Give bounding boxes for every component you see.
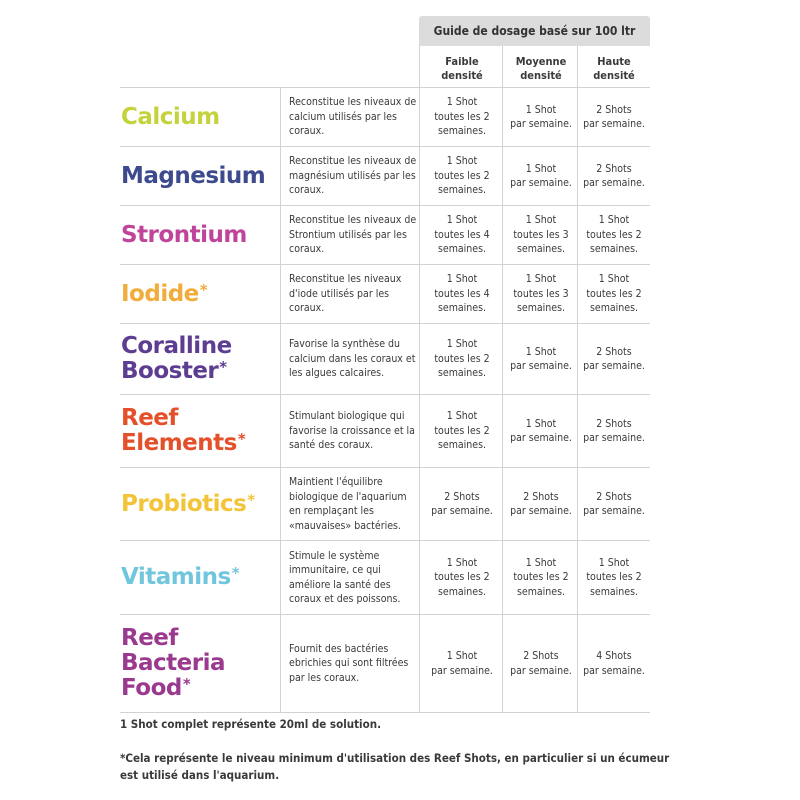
- dose-text: 1 Shot par semaine.: [510, 345, 572, 372]
- dose-text: 1 Shot toutes les 2 semaines.: [434, 155, 490, 197]
- product-name: [121, 324, 279, 394]
- dose-text: 1 Shot toutes les 3 semaines.: [513, 273, 569, 315]
- dose-text: 1 Shot toutes les 2 semaines.: [434, 410, 490, 452]
- dose-low-density: [425, 324, 499, 394]
- dose-text: 4 Shots par semaine.: [583, 650, 645, 677]
- footnote-asterisk: *: [231, 564, 240, 582]
- product-name-label: Reef Bacteria Food: [121, 625, 226, 701]
- dose-low-density: [425, 88, 499, 146]
- product-description: [289, 324, 417, 394]
- product-name: [121, 541, 279, 614]
- row-divider: [120, 712, 650, 713]
- dose-low-density: [425, 541, 499, 614]
- density-header-low: Faible densité: [441, 55, 483, 82]
- dose-text: 1 Shot toutes les 2 semaines.: [586, 273, 642, 315]
- shot-volume-note: 1 Shot complet représente 20ml de solution.: [120, 717, 381, 731]
- footnote-asterisk: *: [237, 430, 246, 448]
- dosage-guide-header: Guide de dosage basé sur 100 ltr: [419, 16, 650, 46]
- product-name-label: Vitamins: [121, 564, 231, 590]
- product-name-text: [121, 565, 239, 590]
- product-name-text: [121, 282, 207, 307]
- dose-text: 1 Shot par semaine.: [431, 650, 493, 677]
- product-name-text: [121, 492, 255, 517]
- dose-text: 1 Shot toutes les 2 semaines.: [434, 338, 490, 380]
- product-description-text: Reconstitue les niveaux de calcium utilisés par les coraux.: [289, 96, 417, 138]
- product-name-text: [121, 223, 247, 248]
- product-description-text: Stimule le système immunitaire, ce qui améliore la santé des coraux et des poissons.: [289, 549, 401, 605]
- dose-text: 2 Shots par semaine.: [431, 490, 493, 517]
- dose-low-density: [425, 265, 499, 323]
- product-name: [121, 88, 279, 146]
- product-name: [121, 395, 279, 467]
- minimum-usage-note: *Cela représente le niveau minimum d'utilisation des Reef Shots, en particulier si un écumeur est utilisé dans l'aquarium.: [120, 751, 670, 782]
- density-header-medium: Moyenne densité: [515, 55, 567, 82]
- product-name: [121, 147, 279, 205]
- dose-high-density: [579, 265, 649, 323]
- dose-high-density: [579, 615, 649, 712]
- dose-medium-density: [504, 468, 578, 540]
- product-name-text: [121, 164, 265, 189]
- dose-text: 1 Shot toutes les 4 semaines.: [434, 273, 490, 315]
- product-name: [121, 206, 279, 264]
- dose-medium-density: [504, 88, 578, 146]
- product-description: [289, 395, 417, 467]
- product-description-text: Favorise la synthèse du calcium dans les coraux et les algues calcaires.: [289, 338, 416, 380]
- dose-medium-density: [504, 324, 578, 394]
- product-description: [289, 88, 417, 146]
- product-description: [289, 468, 417, 540]
- dose-text: 2 Shots par semaine.: [583, 345, 645, 372]
- dose-medium-density: [504, 265, 578, 323]
- dose-low-density: [425, 468, 499, 540]
- dose-low-density: [425, 147, 499, 205]
- dose-medium-density: [504, 395, 578, 467]
- dose-high-density: [579, 88, 649, 146]
- product-description: [289, 147, 417, 205]
- dose-low-density: [425, 206, 499, 264]
- dose-text: 1 Shot par semaine.: [510, 162, 572, 189]
- dose-high-density: [579, 395, 649, 467]
- product-description: [289, 206, 417, 264]
- dose-high-density: [579, 468, 649, 540]
- product-name-text: [121, 626, 225, 701]
- product-name-text: [121, 406, 245, 456]
- dose-text: 2 Shots par semaine.: [583, 162, 645, 189]
- product-name: [121, 265, 279, 323]
- dose-text: 1 Shot toutes les 2 semaines.: [586, 556, 642, 598]
- dose-medium-density: [504, 541, 578, 614]
- dose-text: 2 Shots par semaine.: [510, 490, 572, 517]
- dose-text: 1 Shot toutes les 3 semaines.: [513, 214, 569, 256]
- product-name-label: Strontium: [121, 221, 247, 248]
- dose-text: 1 Shot toutes les 4 semaines.: [434, 214, 490, 256]
- product-description: [289, 265, 417, 323]
- dose-medium-density: [504, 206, 578, 264]
- product-description-text: Stimulant biologique qui favorise la croissance et la santé des coraux.: [289, 410, 415, 452]
- product-description-text: Fournit des bactéries ebrichies qui sont filtrées par les coraux.: [289, 642, 409, 684]
- product-name-label: Calcium: [121, 103, 220, 130]
- footnote-asterisk: *: [182, 675, 191, 693]
- dose-text: 1 Shot toutes les 2 semaines.: [434, 96, 490, 138]
- product-name-label: Magnesium: [121, 162, 266, 189]
- dose-medium-density: [504, 147, 578, 205]
- product-description-text: Maintient l'équilibre biologique de l'aquarium en remplaçant les «mauvaises» bactéries.: [289, 476, 407, 532]
- product-description-text: Reconstitue les niveaux de Strontium utilisés par les coraux.: [289, 214, 417, 256]
- product-name-text: [121, 334, 232, 384]
- column-divider: [280, 88, 281, 712]
- dose-text: 1 Shot toutes les 2 semaines.: [586, 214, 642, 256]
- dose-medium-density: [504, 615, 578, 712]
- footnote-asterisk: *: [199, 280, 208, 299]
- product-name-text: [121, 105, 220, 130]
- dose-text: 2 Shots par semaine.: [583, 103, 645, 130]
- dose-low-density: [425, 395, 499, 467]
- dose-high-density: [579, 541, 649, 614]
- footnote-asterisk: *: [247, 490, 255, 509]
- footnote-asterisk: *: [219, 358, 227, 376]
- product-name: [121, 615, 279, 712]
- product-name-label: Probiotics: [121, 490, 247, 517]
- dose-text: 1 Shot par semaine.: [510, 417, 572, 444]
- dose-text: 2 Shots par semaine.: [510, 650, 572, 677]
- dose-text: 2 Shots par semaine.: [583, 490, 645, 517]
- product-name-label: Reef Elements: [121, 405, 237, 456]
- product-name-label: Coralline Booster: [121, 333, 232, 384]
- product-name-label: Iodide: [121, 280, 199, 307]
- dose-text: 1 Shot toutes les 2 semaines.: [434, 556, 490, 598]
- dose-text: 1 Shot par semaine.: [510, 103, 572, 130]
- dose-high-density: [579, 147, 649, 205]
- dose-low-density: [425, 615, 499, 712]
- product-description: [289, 615, 417, 712]
- dose-text: 2 Shots par semaine.: [583, 417, 645, 444]
- product-description: [289, 541, 417, 614]
- dose-text: 1 Shot toutes les 2 semaines.: [513, 556, 569, 598]
- density-header-high: Haute densité: [593, 55, 635, 82]
- product-name: [121, 468, 279, 540]
- dose-high-density: [579, 206, 649, 264]
- dose-high-density: [579, 324, 649, 394]
- product-description-text: Reconstitue les niveaux de magnésium utilisés par les coraux.: [289, 155, 417, 197]
- product-description-text: Reconstitue les niveaux d'iode utilisés par les coraux.: [289, 273, 402, 315]
